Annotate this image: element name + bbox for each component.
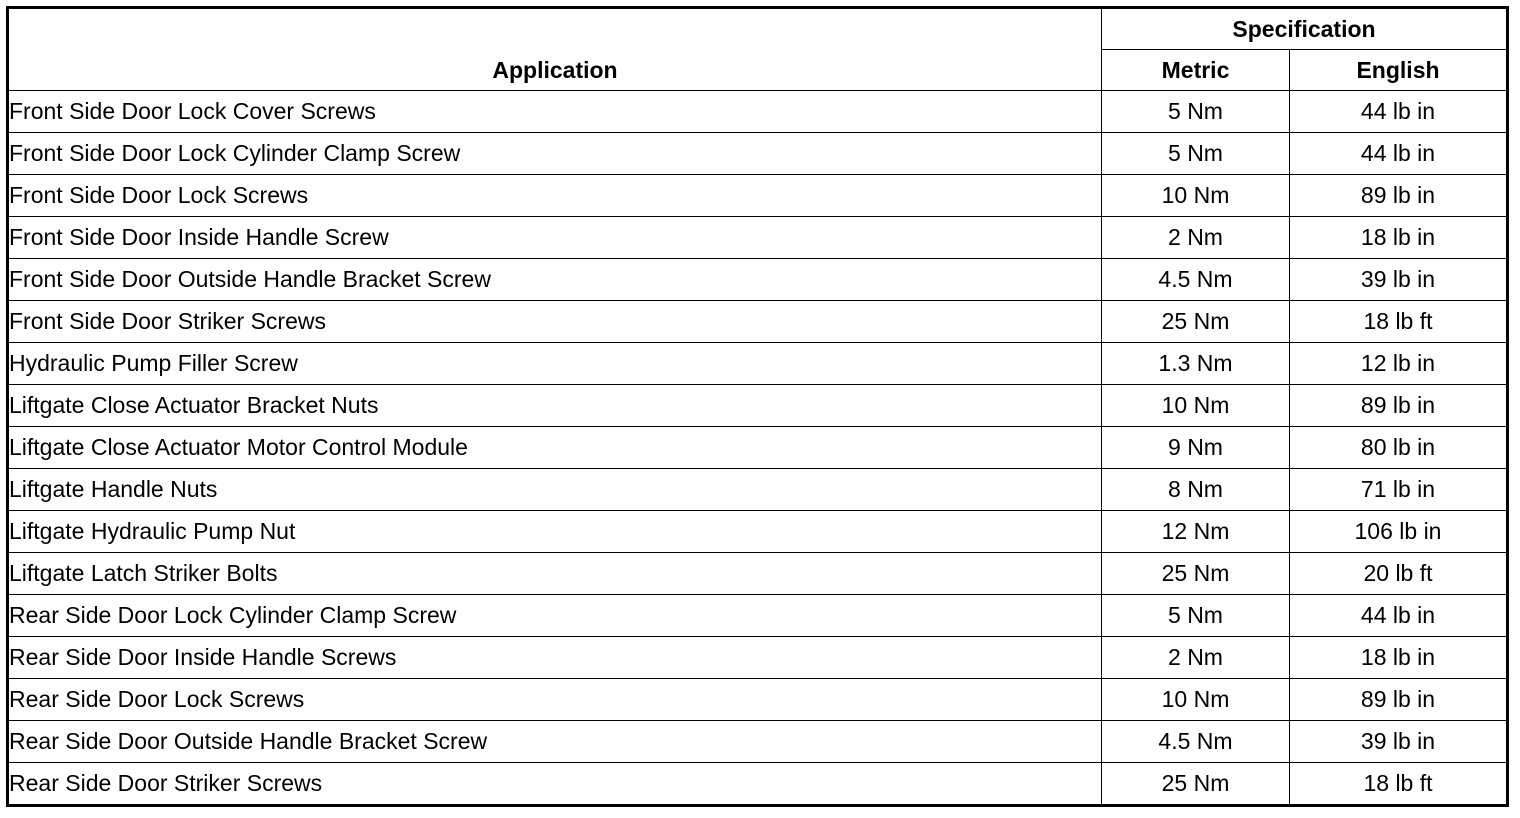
header-row-top [8,8,1508,50]
english-cell: 20 lb ft [1290,553,1508,595]
application-cell: Liftgate Handle Nuts [8,469,1102,511]
application-cell: Front Side Door Lock Cover Screws [8,91,1102,133]
english-cell: 12 lb in [1290,343,1508,385]
english-cell: 44 lb in [1290,133,1508,175]
table-row [8,259,1508,301]
table-row [8,301,1508,343]
english-cell: 89 lb in [1290,385,1508,427]
table-row [8,637,1508,679]
application-cell: Front Side Door Lock Cylinder Clamp Screw [8,133,1102,175]
english-cell: 44 lb in [1290,595,1508,637]
metric-cell: 4.5 Nm [1102,721,1290,763]
english-header: English [1290,50,1508,91]
english-cell: 106 lb in [1290,511,1508,553]
application-cell: Front Side Door Lock Screws [8,175,1102,217]
specification-header: Specification [1102,8,1508,50]
english-cell: 18 lb in [1290,637,1508,679]
table-row [8,679,1508,721]
metric-cell: 5 Nm [1102,595,1290,637]
table-row [8,721,1508,763]
application-cell: Hydraulic Pump Filler Screw [8,343,1102,385]
english-cell: 80 lb in [1290,427,1508,469]
metric-cell: 10 Nm [1102,679,1290,721]
english-cell: 44 lb in [1290,91,1508,133]
application-cell: Liftgate Close Actuator Motor Control Module [8,427,1102,469]
english-cell: 39 lb in [1290,721,1508,763]
table-body [8,91,1508,806]
english-cell: 71 lb in [1290,469,1508,511]
application-cell: Rear Side Door Striker Screws [8,763,1102,806]
english-cell: 39 lb in [1290,259,1508,301]
metric-cell: 9 Nm [1102,427,1290,469]
application-header: Application [8,8,1102,91]
metric-cell: 10 Nm [1102,175,1290,217]
metric-cell: 10 Nm [1102,385,1290,427]
application-cell: Front Side Door Inside Handle Screw [8,217,1102,259]
metric-cell: 5 Nm [1102,133,1290,175]
table-row [8,91,1508,133]
table-row [8,553,1508,595]
metric-cell: 8 Nm [1102,469,1290,511]
metric-cell: 25 Nm [1102,763,1290,806]
application-cell: Liftgate Latch Striker Bolts [8,553,1102,595]
application-cell: Rear Side Door Lock Cylinder Clamp Screw [8,595,1102,637]
fastener-specification-table [6,6,1509,807]
english-cell: 18 lb ft [1290,763,1508,806]
english-cell: 89 lb in [1290,175,1508,217]
application-cell: Liftgate Hydraulic Pump Nut [8,511,1102,553]
metric-cell: 2 Nm [1102,637,1290,679]
metric-cell: 5 Nm [1102,91,1290,133]
metric-header: Metric [1102,50,1290,91]
application-cell: Rear Side Door Lock Screws [8,679,1102,721]
table-row [8,217,1508,259]
table-row [8,133,1508,175]
application-cell: Rear Side Door Inside Handle Screws [8,637,1102,679]
metric-cell: 12 Nm [1102,511,1290,553]
english-cell: 18 lb ft [1290,301,1508,343]
metric-cell: 25 Nm [1102,553,1290,595]
metric-cell: 1.3 Nm [1102,343,1290,385]
table-row [8,175,1508,217]
table-row [8,763,1508,806]
metric-cell: 2 Nm [1102,217,1290,259]
application-cell: Liftgate Close Actuator Bracket Nuts [8,385,1102,427]
metric-cell: 25 Nm [1102,301,1290,343]
application-cell: Rear Side Door Outside Handle Bracket Screw [8,721,1102,763]
metric-cell: 4.5 Nm [1102,259,1290,301]
table-row [8,427,1508,469]
table-header [8,8,1508,91]
english-cell: 89 lb in [1290,679,1508,721]
table-row [8,595,1508,637]
table-row [8,511,1508,553]
table-row [8,385,1508,427]
table-row [8,469,1508,511]
application-cell: Front Side Door Striker Screws [8,301,1102,343]
application-cell: Front Side Door Outside Handle Bracket Screw [8,259,1102,301]
table-row [8,343,1508,385]
english-cell: 18 lb in [1290,217,1508,259]
